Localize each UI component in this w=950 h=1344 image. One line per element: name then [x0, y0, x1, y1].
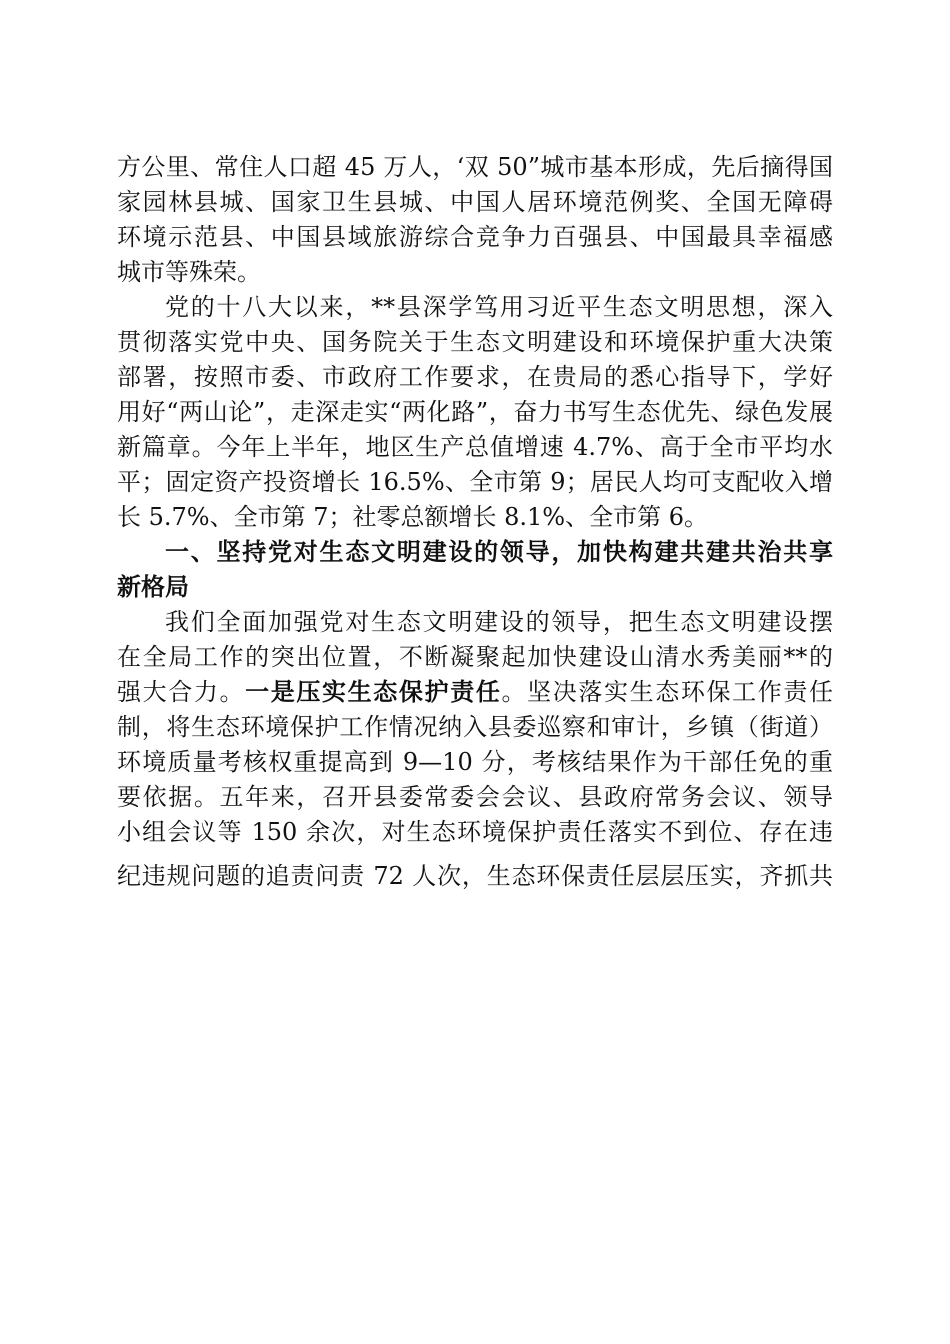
section-heading — [117, 535, 833, 605]
text-line: 方公里、常住人口超 45 万人，‘双 50”城市基本形成，先后摘得国 — [117, 153, 833, 181]
text-line: 部署，按照市委、市政府工作要求，在贵局的悉心指导下，学好 — [117, 363, 833, 391]
heading-line: 新格局 — [117, 573, 189, 601]
text-line: 环境示范县、中国县域旅游综合竞争力百强县、中国最具幸福感 — [117, 223, 833, 251]
text-line: 城市等殊荣。 — [117, 258, 261, 286]
text-line: 环境质量考核权重提高到 9—10 分，考核结果作为干部任免的重 — [117, 748, 833, 776]
text-line: 平；固定资产投资增长 16.5%、全市第 9；居民人均可支配收入增 — [117, 468, 833, 496]
heading-line: 一、坚持党对生态文明建设的领导，加快构建共建共治共享 — [165, 538, 833, 566]
text-line: 新篇章。今年上半年，地区生产总值增速 4.7%、高于全市平均水 — [117, 433, 833, 461]
text-line: 长 5.7%、全市第 7；社零总额增长 8.1%、全市第 6。 — [117, 503, 708, 531]
text-line: 纪违规问题的追责问责 72 人次，生态环保责任层层压实，齐抓共 — [117, 862, 833, 890]
text-line: 党的十八大以来，**县深学笃用习近平生态文明思想，深入 — [165, 293, 833, 321]
text-line: 小组会议等 150 余次，对生态环境保护责任落实不到位、存在违 — [117, 818, 833, 846]
text-segment: 。坚决落实生态环保工作责任 — [501, 678, 834, 706]
paragraph-overview — [117, 290, 833, 535]
text-line-with-emphasis — [117, 675, 833, 710]
document-body — [117, 150, 833, 894]
text-line: 家园林县城、国家卫生县城、中国人居环境范例奖、全国无障碍 — [117, 188, 833, 216]
text-line: 用好“两山论”，走深走实“两化路”，奋力书写生态优先、绿色发展 — [117, 398, 833, 426]
paragraph-leadership — [117, 605, 833, 894]
text-line: 要依据。五年来，召开县委常委会会议、县政府常务会议、领导 — [117, 783, 833, 811]
emphasis-text: 一是压实生态保护责任 — [245, 678, 502, 706]
text-line: 贯彻落实党中央、国务院关于生态文明建设和环境保护重大决策 — [117, 328, 833, 356]
paragraph-achievements — [117, 150, 833, 290]
text-segment: 强大合力。 — [117, 678, 246, 706]
text-line: 制，将生态环境保护工作情况纳入县委巡察和审计，乡镇（街道） — [117, 713, 833, 741]
text-line: 在全局工作的突出位置，不断凝聚起加快建设山清水秀美丽**的 — [117, 643, 833, 671]
text-line: 我们全面加强党对生态文明建设的领导，把生态文明建设摆 — [165, 608, 833, 636]
